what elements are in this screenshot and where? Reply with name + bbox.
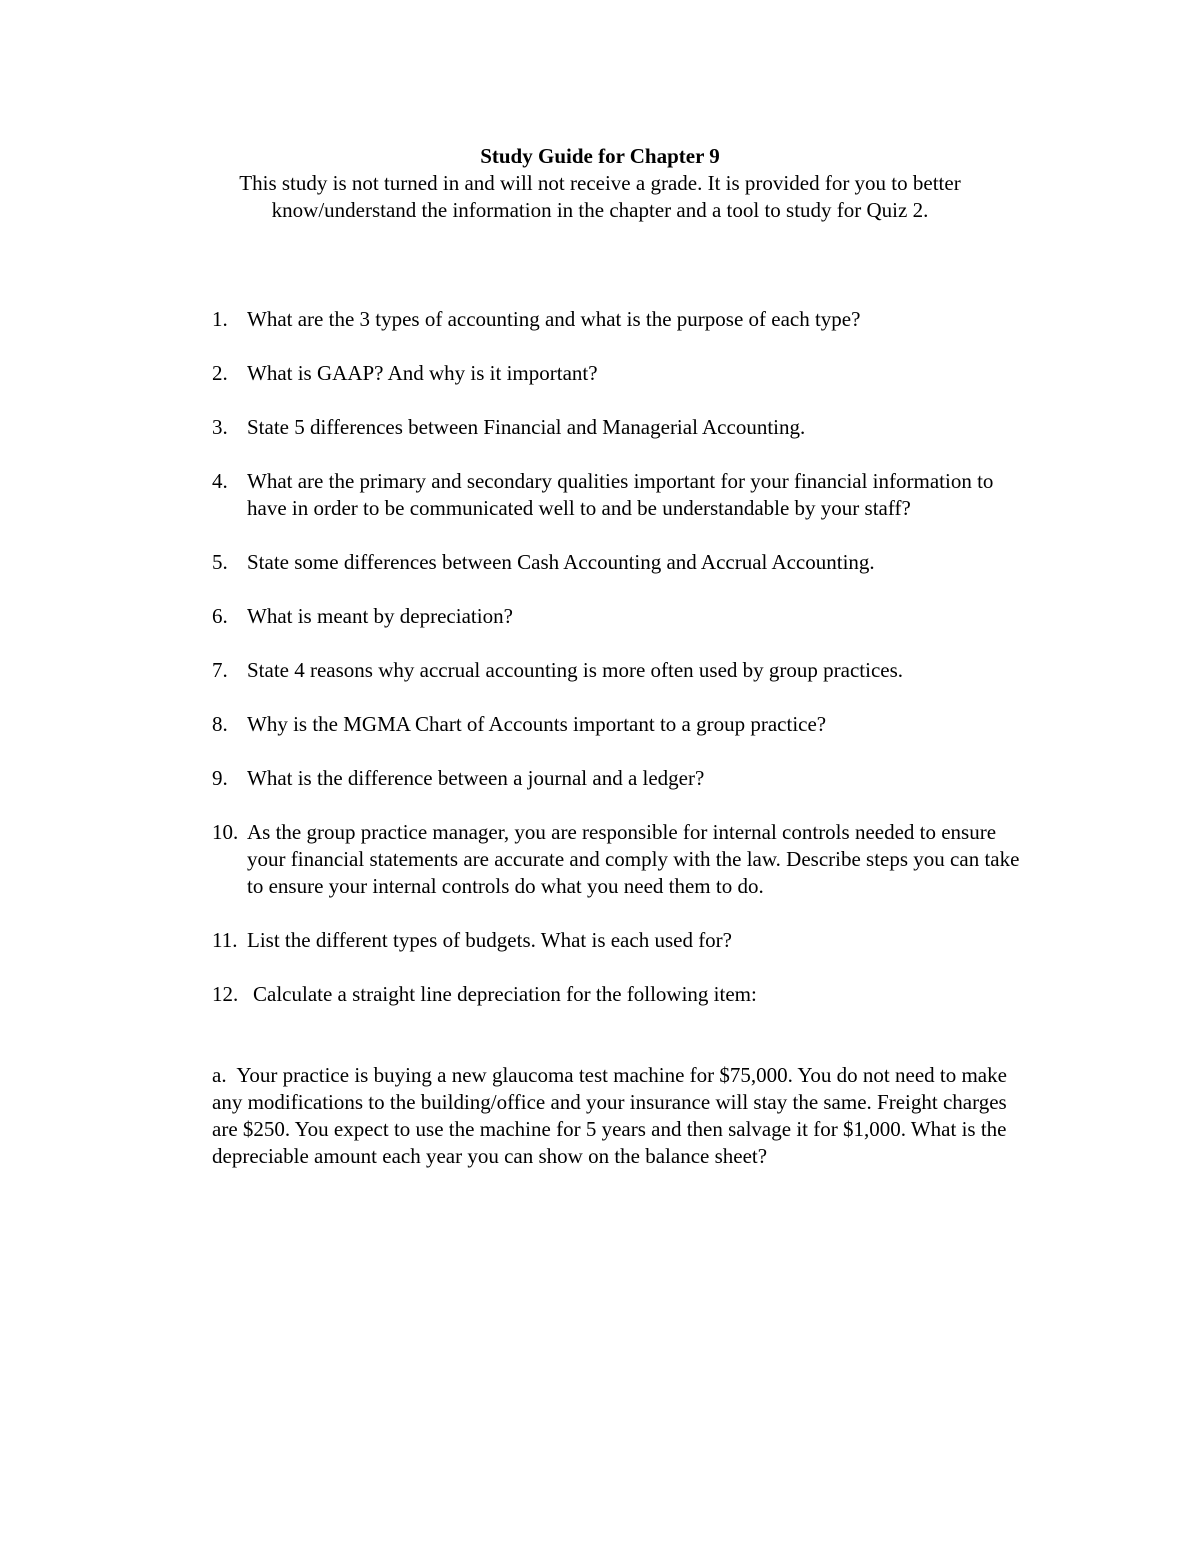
question-number: 1. [212, 307, 228, 331]
question-item [212, 657, 1032, 684]
question-text: State some differences between Cash Accounting and Accrual Accounting. [247, 550, 875, 574]
question-number: 12. [212, 982, 239, 1006]
question-number: 5. [212, 550, 228, 574]
question-number: 7. [212, 658, 228, 682]
question-item [212, 927, 1032, 954]
question-item [212, 711, 1032, 738]
question-text: What is meant by depreciation? [247, 604, 513, 628]
question-text: What is GAAP? And why is it important? [247, 361, 598, 385]
sub-item-text: Your practice is buying a new glaucoma test machine for $75,000. You do not need to make any modifications to the building/office and your insurance will stay the same. Freight charges are $250. You expect to use the machine for 5 years and then salvage it for $1,000. What is the depreciable amount each year you can show on the balance sheet? [212, 1063, 1007, 1168]
question-number: 6. [212, 604, 228, 628]
question-item [212, 603, 1032, 630]
sub-item-label: a. [212, 1063, 227, 1087]
question-item [212, 765, 1032, 792]
page-title: Study Guide for Chapter 9 [480, 144, 720, 168]
question-number: 10. [212, 820, 239, 844]
question-list [212, 306, 1032, 1035]
question-number: 4. [212, 469, 228, 493]
sub-item-paragraph [212, 1062, 1032, 1170]
question-number: 9. [212, 766, 228, 790]
question-text: List the different types of budgets. What is each used for? [247, 928, 732, 952]
intro-line-2: know/understand the information in the chapter and a tool to study for Quiz 2. [271, 198, 929, 222]
question-item [212, 360, 1032, 387]
question-item [212, 414, 1032, 441]
question-item [212, 819, 1032, 900]
question-number: 11. [212, 928, 238, 952]
question-item [212, 981, 1032, 1008]
question-text: What are the primary and secondary qualities important for your financial information to have in order to be communicated well to and be understandable by your staff? [247, 469, 994, 520]
question-number: 3. [212, 415, 228, 439]
question-item [212, 468, 1032, 522]
question-item [212, 549, 1032, 576]
question-text: As the group practice manager, you are responsible for internal controls needed to ensure your financial statements are accurate and comply with the law. Describe steps you can take to ensure your internal controls do what you need them to do. [247, 820, 1020, 898]
intro-paragraph [150, 170, 1050, 224]
question-text: State 5 differences between Financial and Managerial Accounting. [247, 415, 806, 439]
intro-line-1: This study is not turned in and will not receive a grade. It is provided for you to better [239, 171, 961, 195]
question-text: State 4 reasons why accrual accounting is more often used by group practices. [247, 658, 904, 682]
question-text: Why is the MGMA Chart of Accounts important to a group practice? [247, 712, 827, 736]
question-text: What is the difference between a journal and a ledger? [247, 766, 705, 790]
question-number: 2. [212, 361, 228, 385]
question-number: 8. [212, 712, 228, 736]
question-text: What are the 3 types of accounting and what is the purpose of each type? [247, 307, 861, 331]
question-text: Calculate a straight line depreciation for the following item: [253, 982, 757, 1006]
question-item [212, 306, 1032, 333]
